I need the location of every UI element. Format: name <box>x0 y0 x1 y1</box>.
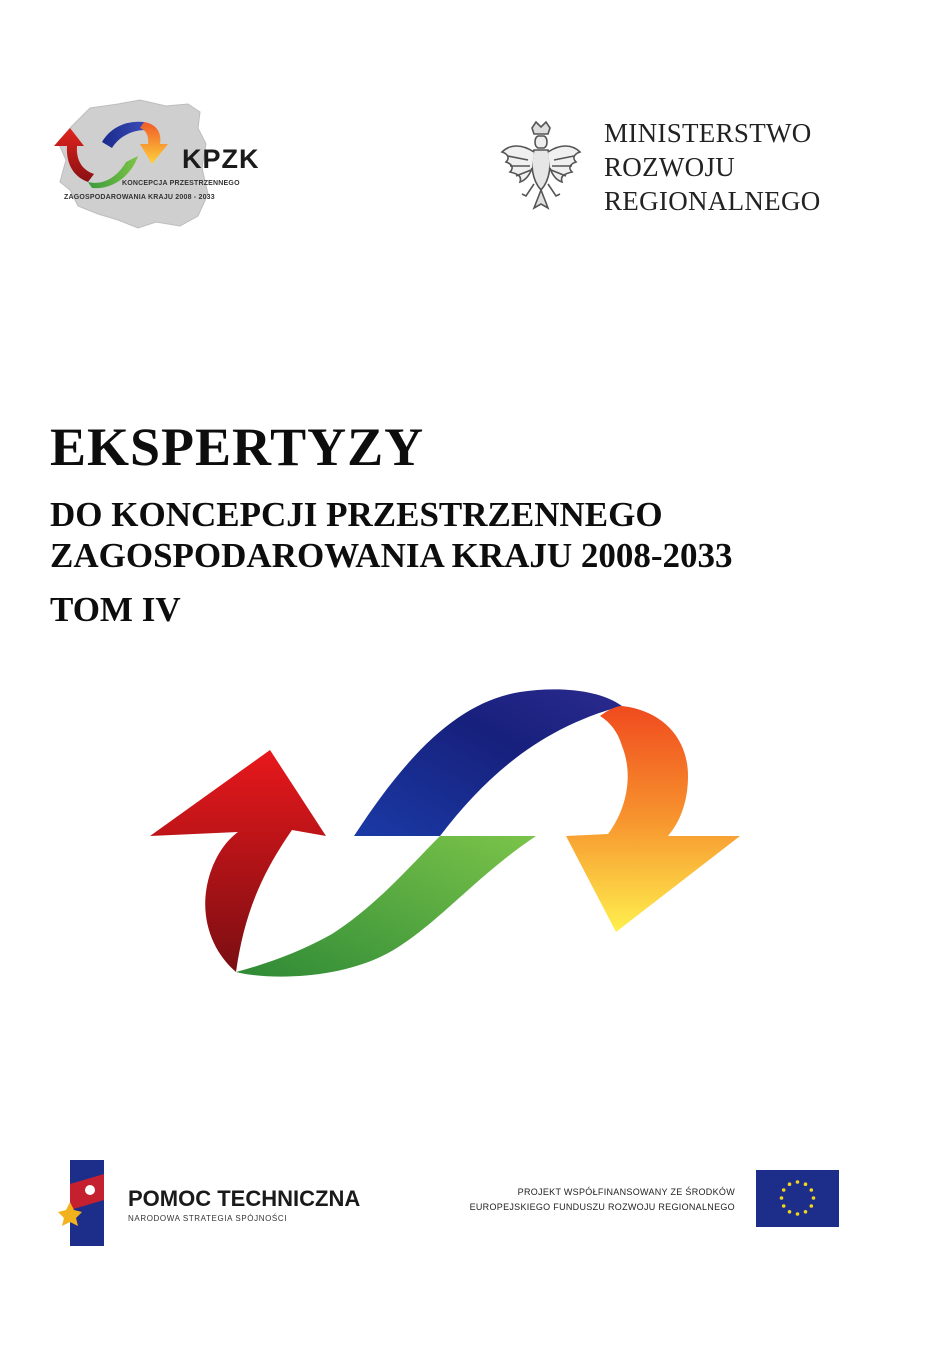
cover-volume: TOM IV <box>50 590 181 629</box>
circular-arrows-icon <box>140 680 760 980</box>
cover-subtitle <box>50 494 733 576</box>
kpzk-subline-2: ZAGOSPODAROWANIA KRAJU 2008 - 2033 <box>64 194 215 201</box>
eu-cofinancing-line-2: EUROPEJSKIEGO FUNDUSZU ROZWOJU REGIONALNEGO <box>469 1202 735 1212</box>
pomoc-techniczna-subtitle: NARODOWA STRATEGIA SPÓJNOŚCI <box>128 1214 288 1223</box>
polish-eagle-emblem-icon <box>498 118 584 218</box>
cover-title: EKSPERTYZY <box>50 417 425 477</box>
pomoc-techniczna-title: POMOC TECHNICZNA <box>128 1186 361 1211</box>
ministry-line-2: ROZWOJU <box>604 152 736 182</box>
kpzk-subline-1: KONCEPCJA PRZESTRZENNEGO <box>122 180 240 187</box>
cover-subtitle-line-2: ZAGOSPODAROWANIA KRAJU 2008-2033 <box>50 536 733 575</box>
eu-cofinancing-line-1: PROJEKT WSPÓŁFINANSOWANY ZE ŚRODKÓW <box>517 1187 735 1197</box>
pomoc-techniczna-star-icon <box>56 1160 112 1246</box>
cover-subtitle-line-1: DO KONCEPCJI PRZESTRZENNEGO <box>50 495 663 534</box>
ministry-line-3: REGIONALNEGO <box>604 186 821 216</box>
ministry-line-1: MINISTERSTWO <box>604 118 812 148</box>
ministry-name <box>604 116 821 218</box>
eu-flag-icon <box>756 1170 839 1227</box>
kpzk-acronym: KPZK <box>182 144 260 174</box>
